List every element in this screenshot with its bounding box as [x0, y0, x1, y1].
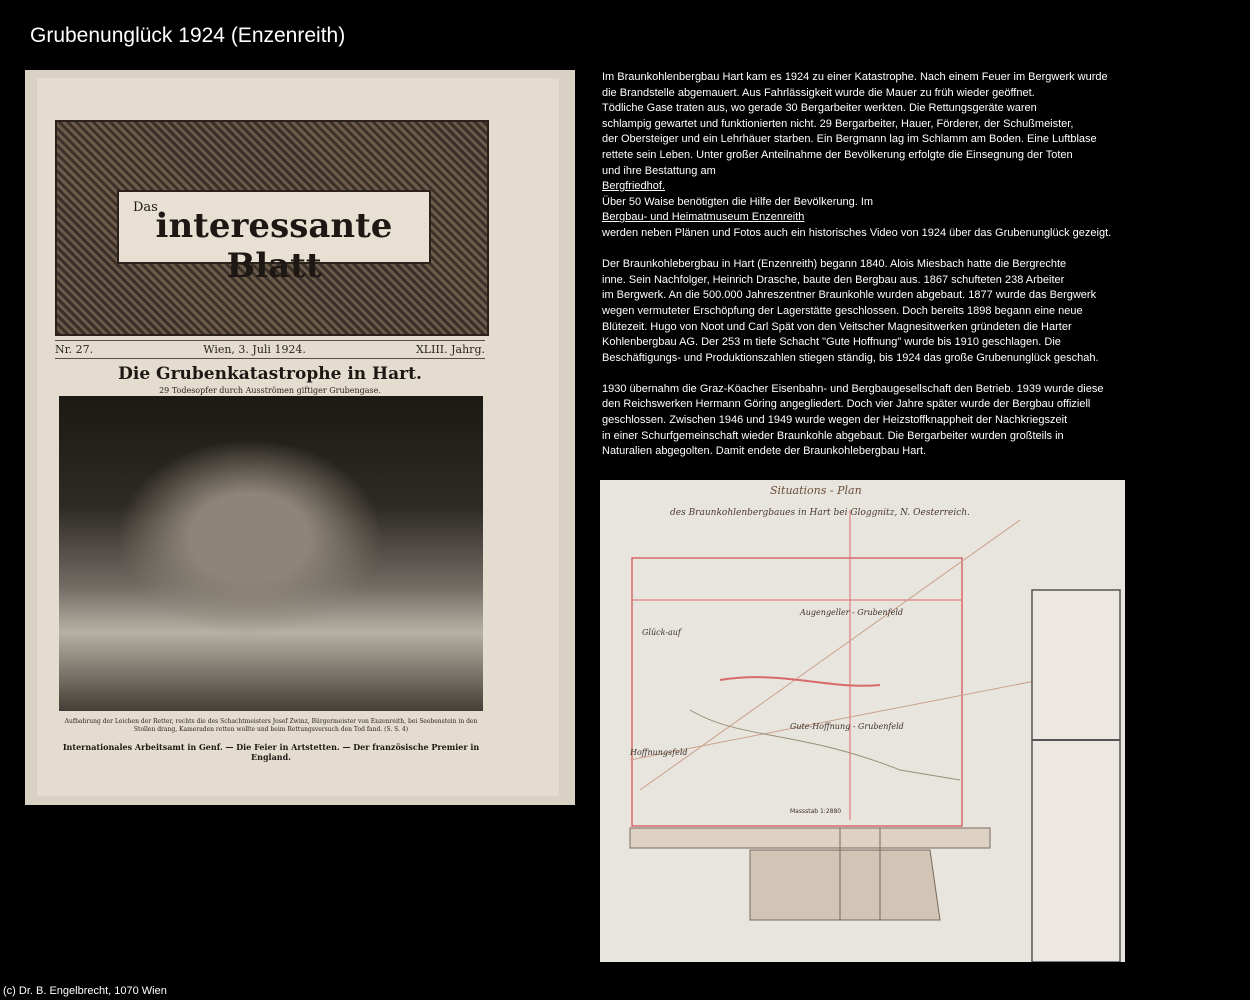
text-line: Der Braunkohlebergbau in Hart (Enzenreith) begann 1840. Alois Miesbach hatte die Bergrechte — [602, 258, 1067, 271]
text-line: schlampig gewartet und funktionierten nicht. 29 Bergarbeiter, Hauer, Förderer, der Schußmeister, — [602, 117, 1074, 130]
newspaper-footer: Internationales Arbeitsamt in Genf. — Die Feier in Artstetten. — Der französische Premier in England. — [62, 742, 480, 762]
plan-seam — [720, 677, 880, 686]
text-line: Kohlenbergbau AG. Der 253 m tiefe Schacht "Gute Hoffnung" wurde bis 1910 geschlagen. Die — [602, 336, 1061, 349]
newspaper-photo — [25, 70, 575, 805]
newspaper-subheadline: 29 Todesopfer durch Ausströmen giftiger Grubengase. — [159, 386, 381, 395]
text-line: Naturalien abgegolten. Damit endete der Braunkohlebergbau Hart. — [602, 445, 927, 458]
plan-shaft-section — [1032, 590, 1120, 962]
masthead-box — [117, 190, 431, 286]
plan-label-gute-hoffnung: Gute-Hoffnung - Grubenfeld — [790, 722, 904, 731]
issue-date: Wien, 3. Juli 1924. — [203, 343, 306, 356]
plan-river — [690, 710, 960, 780]
issue-number: Nr. 27. — [55, 343, 94, 356]
plan-boundary — [632, 558, 962, 826]
masthead-ornament — [55, 120, 489, 336]
newspaper-headline: Die Grubenkatastrophe in Hart. — [118, 364, 422, 384]
text-line: Über 50 Waise benötigten die Hilfe der Bevölkerung. Im — [602, 195, 874, 208]
newspaper-main-photo — [59, 396, 483, 711]
issue-line — [55, 340, 485, 359]
issue-year: XLIII. Jahrg. — [415, 343, 485, 356]
text-line: werden neben Plänen und Fotos auch ein historisches Video von 1924 über das Grubenunglück gezeigt. — [602, 226, 1112, 239]
text-line: Blütezeit. Hugo von Noot und Carl Spät von den Veitscher Magnesitwerken gründeten die Harter — [602, 320, 1072, 333]
text-line: in einer Schurfgemeinschaft wieder Braunkohle abgebaut. Die Bergarbeiter wurden großteils in — [602, 429, 1064, 442]
plan-label-glueck-auf: Glück-auf — [642, 628, 681, 637]
link-bergfriedhof[interactable]: Bergfriedhof. — [602, 180, 665, 193]
text-line: inne. Sein Nachfolger, Heinrich Drasche, baute den Bergbau aus. 1867 schufteten 238 Arbeiter — [602, 273, 1065, 286]
text-line: Im Braunkohlenbergbau Hart kam es 1924 zu einer Katastrophe. Nach einem Feuer im Bergwerk wurde — [602, 71, 1108, 83]
text-line: die Brandstelle abgemauert. Aus Fahrlässigkeit wurde die Mauer zu früh wieder geöffnet. — [602, 86, 1035, 99]
link-museum[interactable]: Bergbau- und Heimatmuseum Enzenreith — [602, 211, 805, 224]
newspaper-caption: Aufbahrung der Leichen der Retter, rechts die des Schachtmeisters Josef Zwinz, Bürgermeister von Enzenreith, bei Seebenstein in den Stollen drang, Kameraden retten wollte und beim Rettungsversuch den Tod fand. (S. S. 4) — [64, 718, 478, 733]
plan-cross-section — [750, 850, 940, 920]
copyright: (c) Dr. B. Engelbrecht, 1070 Wien — [3, 985, 167, 997]
article-text — [602, 70, 1182, 475]
plan-profile — [630, 828, 990, 848]
plan-label-hoffnungsfeld: Hoffnungsfeld — [630, 748, 688, 757]
paragraph-2 — [602, 257, 1182, 366]
text-line: 1930 übernahm die Graz-Köacher Eisenbahn- und Bergbaugesellschaft den Betrieb. 1939 wurde diese — [602, 382, 1104, 395]
text-line: den Reichswerken Hermann Göring angegliedert. Doch vier Jahre später wurde der Bergbau offiziell — [602, 398, 1091, 411]
plan-road — [640, 520, 1020, 790]
masthead: interessante Blatt — [155, 206, 393, 286]
text-line: wegen vermuteter Erschöpfung der Lagerstätte geschlossen. Doch bereits 1898 begann eine neue — [602, 304, 1083, 317]
plan-label-augengeller: Augengeller - Grubenfeld — [800, 608, 904, 617]
plan-road — [630, 680, 1040, 760]
text-line: Tödliche Gase traten aus, wo gerade 30 Bergarbeiter werkten. Die Rettungsgeräte waren — [602, 102, 1037, 115]
text-line: geschlossen. Zwischen 1946 und 1949 wurde wegen der Heizstoffknappheit der Nachkriegszeit — [602, 414, 1068, 427]
plan-scale: Massstab 1:2880 — [790, 808, 842, 815]
page-title: Grubenunglück 1924 (Enzenreith) — [30, 24, 346, 47]
plan-drawing — [600, 480, 1125, 962]
masthead-small: Das — [133, 200, 158, 215]
plan-subtitle: des Braunkohlenbergbaues in Hart bei Gloggnitz, N. Oesterreich. — [670, 508, 970, 518]
text-line: der Obersteiger und ein Lehrhäuer starben. Ein Bergmann lag im Schlamm am Boden. Eine Luftblase — [602, 133, 1097, 146]
text-line: Beschäftigungs- und Produktionszahlen stiegen ständig, bis 1924 das große Grubenunglück geschah. — [602, 351, 1099, 364]
text-line: rettete sein Leben. Unter großer Anteilnahme der Bevölkerung erfolgte die Einsegnung der Toten — [602, 148, 1073, 161]
text-line: im Bergwerk. An die 500.000 Jahreszentner Braunkohle wurden abgebaut. 1877 wurde das Bergwerk — [602, 289, 1097, 302]
newspaper-page — [37, 78, 559, 796]
text-line: und ihre Bestattung am — [602, 164, 716, 177]
mine-situation-plan — [600, 480, 1125, 962]
paragraph-1 — [602, 70, 1182, 242]
paragraph-3 — [602, 382, 1182, 460]
plan-title: Situations - Plan — [770, 484, 862, 497]
